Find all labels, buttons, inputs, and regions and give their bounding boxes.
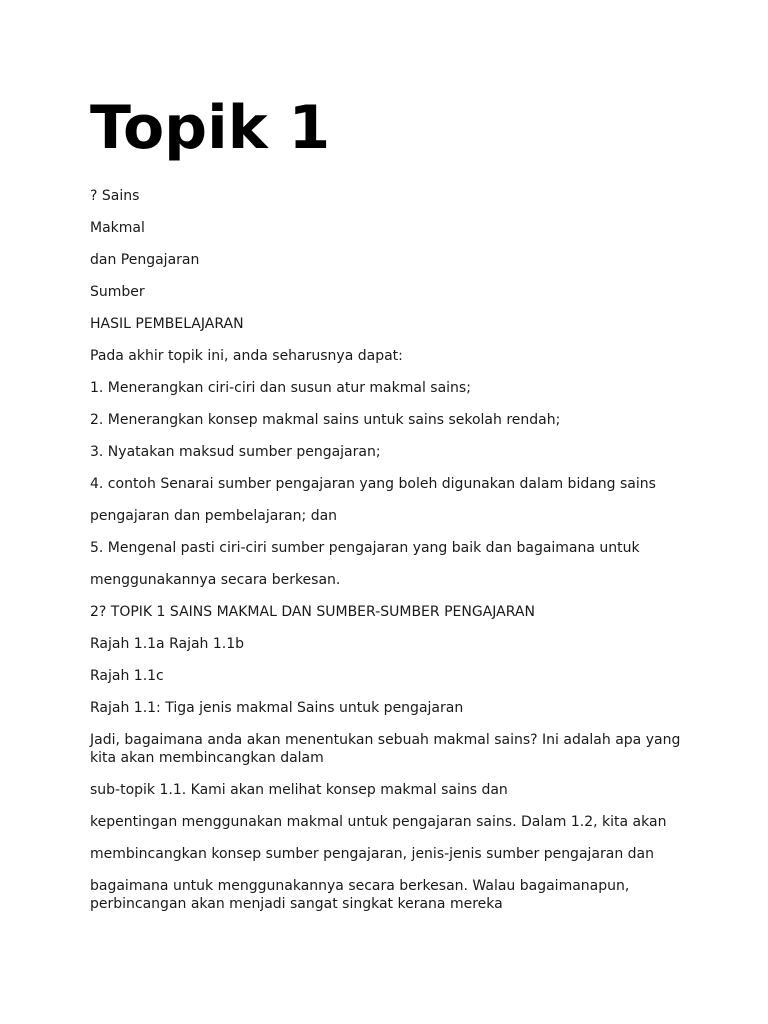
page-title: Topik 1 [90, 93, 331, 163]
paragraph: ? Sains [90, 188, 140, 204]
figure-caption: Rajah 1.1: Tiga jenis makmal Sains untuk pengajaran [90, 700, 464, 716]
list-item: 1. Menerangkan ciri-ciri dan susun atur makmal sains; [90, 380, 471, 396]
list-item: 5. Mengenal pasti ciri-ciri sumber pengajaran yang baik dan bagaimana untuk [90, 540, 640, 556]
section-heading: HASIL PEMBELAJARAN [90, 316, 244, 332]
paragraph: membincangkan konsep sumber pengajaran, jenis-jenis sumber pengajaran dan [90, 846, 654, 862]
paragraph: Sumber [90, 284, 145, 300]
paragraph: kepentingan menggunakan makmal untuk pengajaran sains. Dalam 1.2, kita akan [90, 814, 667, 830]
paragraph: Jadi, bagaimana anda akan menentukan sebuah makmal sains? Ini adalah apa yang kita akan membincangkan dalam [90, 732, 681, 766]
paragraph: Pada akhir topik ini, anda seharusnya dapat: [90, 348, 403, 364]
paragraph: bagaimana untuk menggunakannya secara berkesan. Walau bagaimanapun, perbincangan akan menjadi sangat singkat kerana mereka [90, 878, 630, 912]
figure-label: Rajah 1.1a Rajah 1.1b [90, 636, 245, 652]
list-item: 4. contoh Senarai sumber pengajaran yang boleh digunakan dalam bidang sains [90, 476, 656, 492]
list-item: 2. Menerangkan konsep makmal sains untuk sains sekolah rendah; [90, 412, 561, 428]
paragraph: dan Pengajaran [90, 252, 200, 268]
paragraph: Makmal [90, 220, 145, 236]
paragraph: pengajaran dan pembelajaran; dan [90, 508, 338, 524]
running-header: 2? TOPIK 1 SAINS MAKMAL DAN SUMBER-SUMBER PENGAJARAN [90, 604, 535, 620]
paragraph: menggunakannya secara berkesan. [90, 572, 341, 588]
list-item: 3. Nyatakan maksud sumber pengajaran; [90, 444, 381, 460]
paragraph: sub-topik 1.1. Kami akan melihat konsep makmal sains dan [90, 782, 508, 798]
figure-label: Rajah 1.1c [90, 668, 164, 684]
